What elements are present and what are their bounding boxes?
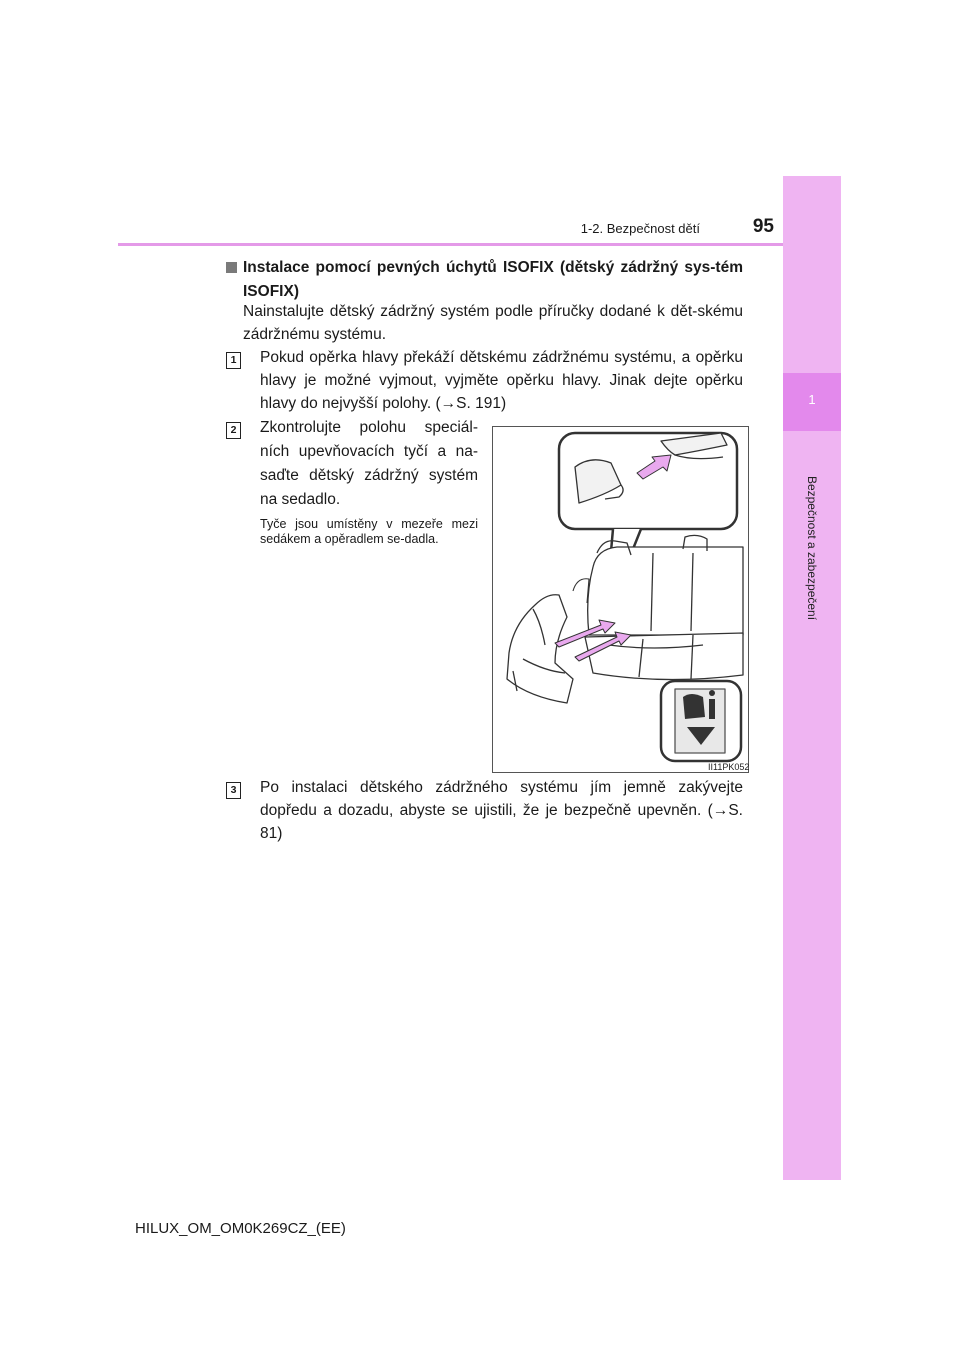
step-3-text: Po instalaci dětského zádržného systému jím jemně zakývejte dopředu a dozadu, abyste se ujistili, že je bezpečně upevněn. (→S. 81) [260,779,743,842]
step-2-text: Zkontrolujte polohu speciál-ních upevňovacích tyčí a na-saďte dětský zádržný systém na sedadlo. [260,419,478,508]
step-number-2: 2 [226,422,241,439]
intro-paragraph: Nainstalujte dětský zádržný systém podle příručky dodané k dět-skému zádržnému systému. [243,303,743,343]
step-number-1: 1 [226,352,241,369]
footer-doc-id: HILUX_OM_OM0K269CZ_(EE) [135,1220,346,1237]
subsection-heading: Instalace pomocí pevných úchytů ISOFIX (dětský zádržný sys-tém ISOFIX) [243,259,743,300]
page-number: 95 [752,216,774,237]
step-number-3: 3 [226,782,241,799]
figure-code: II11PK052 [708,762,750,772]
chapter-number: 1 [808,392,816,407]
step-1-text: Pokud opěrka hlavy překáží dětskému zádržnému systému, a opěrku hlavy je možné vyjmout, vyjměte opěrku hlavy. Jinak dejte opěrku hlavy do nejvyšší polohy. (→S. 191) [260,349,743,412]
step-2-note: Tyče jsou umístěny v mezeře mezi sedákem a opěradlem se-dadla. [260,517,478,546]
seat-drawing-icon [493,427,748,772]
heading-bullet-icon [226,262,237,273]
section-title: 1-2. Bezpečnost dětí [580,221,700,236]
header-rule [118,243,783,246]
isofix-illustration [492,426,749,773]
side-chapter-tab [783,176,841,1180]
chapter-title: Bezpečnost a zabezpečení [805,475,819,621]
